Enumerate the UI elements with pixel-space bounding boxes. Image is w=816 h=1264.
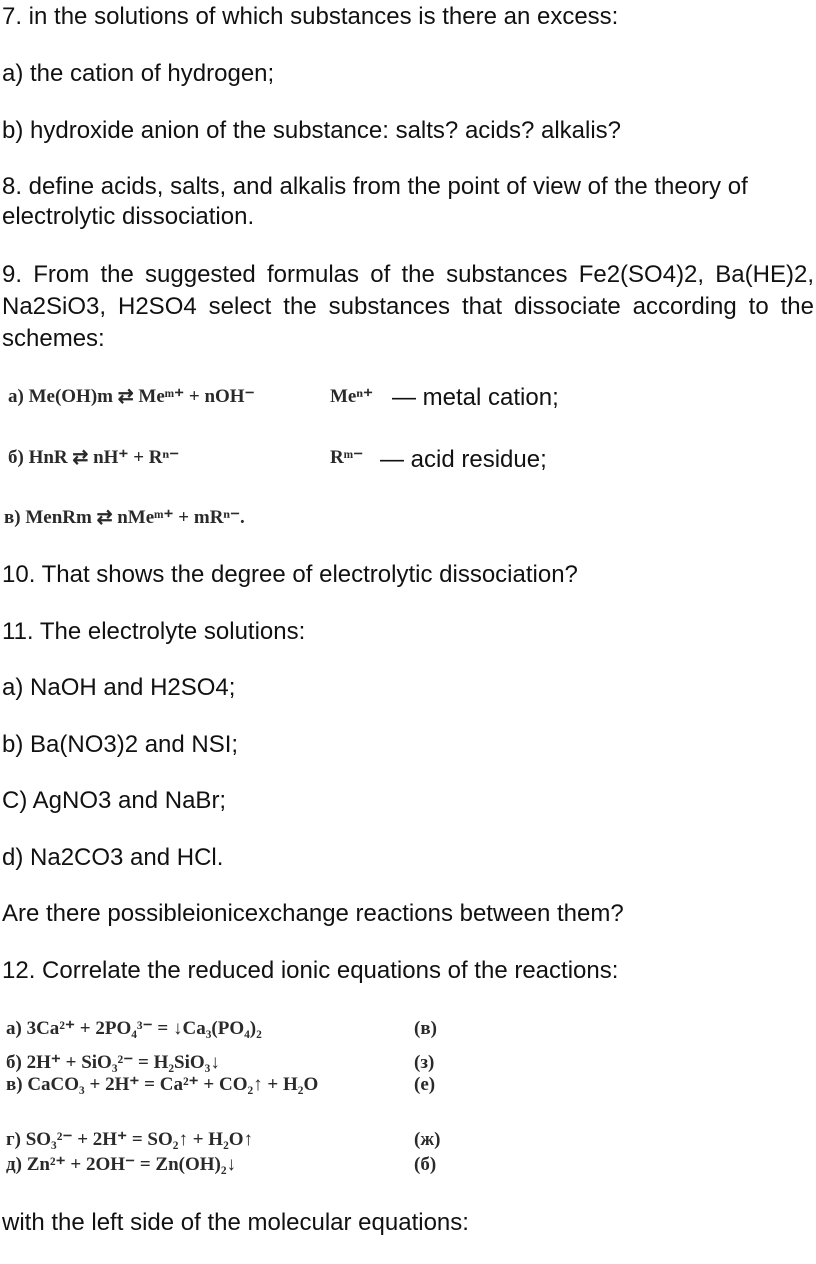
- equation-d-code: (ж): [414, 1129, 441, 1150]
- equation-e: д) Zn²⁺ + 2OH⁻ = Zn(OH)₂↓: [6, 1154, 237, 1175]
- equation-b: б) 2H⁺ + SiO₃²⁻ = H₂SiO₃↓: [6, 1052, 220, 1073]
- q11-option-d: d) Na2CO3 and HCl.: [2, 844, 224, 871]
- equation-a: a) 3Ca²⁺ + 2PO₄³⁻ = ↓Ca₃(PO₄)₂: [6, 1018, 262, 1039]
- scheme-b-symbol: Rᵐ⁻: [330, 447, 364, 468]
- q11-option-a: a) NaOH and H2SO4;: [2, 674, 236, 701]
- scheme-a: a) Me(OH)m ⇄ Meᵐ⁺ + nOH⁻: [8, 386, 255, 407]
- q11-question: Are there possibleionicexchange reactions between them?: [2, 900, 624, 927]
- q10-text: 10. That shows the degree of electrolytic dissociation?: [2, 561, 578, 588]
- q11-title: 11. The electrolyte solutions:: [2, 618, 306, 645]
- q11-option-c: C) AgNO3 and NaBr;: [2, 787, 227, 814]
- scheme-b-description: — acid residue;: [380, 446, 547, 473]
- equation-c: в) CaCO₃ + 2H⁺ = Ca²⁺ + CO₂↑ + H₂O: [6, 1074, 319, 1095]
- equation-b-code: (з): [414, 1052, 435, 1073]
- equation-a-code: (в): [414, 1018, 437, 1039]
- q7-title: 7. in the solutions of which substances is there an excess:: [2, 3, 619, 30]
- q7-option-a: a) the cation of hydrogen;: [2, 60, 275, 87]
- equation-e-code: (б): [414, 1154, 437, 1175]
- q7-option-b: b) hydroxide anion of the substance: salts? acids? alkalis?: [2, 117, 622, 144]
- scheme-c: в) MenRm ⇄ nMeᵐ⁺ + mRⁿ⁻.: [4, 507, 245, 528]
- scheme-a-description: — metal cation;: [392, 384, 559, 411]
- q12-footer: with the left side of the molecular equations:: [2, 1209, 469, 1236]
- q8-text: 8. define acids, salts, and alkalis from the point of view of the theory of electrolytic dissociation.: [2, 173, 748, 230]
- q9-text: 9. From the suggested formulas of the substances Fe2(SO4)2, Ba(HE)2, Na2SiO3, H2SO4 select the substances that dissociate according to the schemes:: [2, 261, 814, 352]
- q12-title: 12. Correlate the reduced ionic equations of the reactions:: [2, 957, 619, 984]
- equation-c-code: (е): [414, 1074, 436, 1095]
- scheme-a-symbol: Meⁿ⁺: [330, 386, 374, 407]
- equation-d: г) SO₃²⁻ + 2H⁺ = SO₂↑ + H₂O↑: [6, 1129, 254, 1150]
- q11-option-b: b) Ba(NO3)2 and NSI;: [2, 731, 239, 758]
- scheme-b: б) HnR ⇄ nH⁺ + Rⁿ⁻: [8, 447, 180, 468]
